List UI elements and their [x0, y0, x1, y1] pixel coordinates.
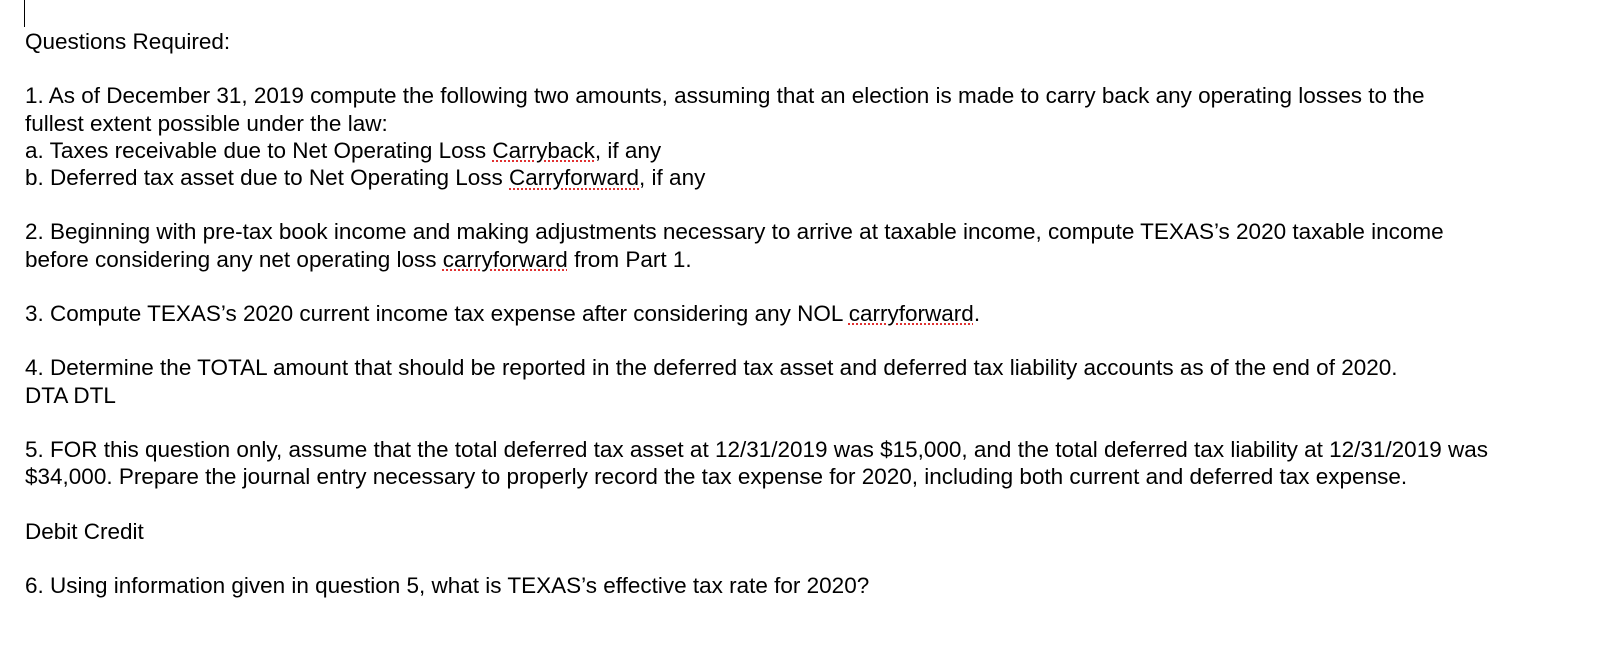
q1-item-a-prefix: a. Taxes receivable due to Net Operating Loss	[25, 137, 493, 163]
q2-line-2-prefix: before considering any net operating loss	[25, 246, 443, 272]
blank-line	[25, 273, 1595, 300]
spellcheck-word[interactable]: carryforward	[848, 300, 974, 326]
q2-line-2-suffix: from Part 1.	[567, 246, 692, 272]
q5-line-2: $34,000. Prepare the journal entry necessary to properly record the tax expense for 2020, including both current and deferred tax expense.	[25, 464, 1408, 490]
q3-line-1	[25, 300, 1595, 327]
q3-suffix: .	[973, 300, 981, 326]
q4-line-1: 4. Determine the TOTAL amount that should be reported in the deferred tax asset and deferred tax liability accounts as of the end of 2020.	[25, 355, 1398, 381]
blank-line	[25, 55, 1595, 82]
q1-item-a-suffix: , if any	[594, 137, 662, 163]
text-cursor	[24, 0, 25, 27]
blank-line	[25, 545, 1595, 572]
q2-line-2	[25, 246, 1595, 273]
q1-item-b-prefix: b. Deferred tax asset due to Net Operating Loss	[25, 165, 510, 190]
spellcheck-word[interactable]: Carryforward	[509, 165, 640, 190]
blank-line	[25, 490, 1595, 517]
blank-line	[25, 327, 1595, 354]
spellcheck-word[interactable]: carryforward	[442, 246, 568, 272]
q1-line-2: fullest extent possible under the law:	[25, 110, 388, 136]
q1-item-a	[25, 137, 1595, 164]
blank-line	[25, 191, 1595, 218]
q1-item-b-suffix: , if any	[639, 165, 706, 190]
q1-line-1: 1. As of December 31, 2019 compute the following two amounts, assuming that an election is made to carry back any operating losses to the	[25, 83, 1425, 109]
q2-line-1: 2. Beginning with pre-tax book income and making adjustments necessary to arrive at taxable income, compute TEXAS’s 2020 taxable income	[25, 219, 1444, 245]
q5-debit-credit: Debit Credit	[25, 518, 144, 544]
document-body[interactable]	[25, 28, 1595, 599]
blank-line	[25, 409, 1595, 436]
q4-line-2: DTA DTL	[25, 382, 116, 408]
q5-line-1: 5. FOR this question only, assume that the total deferred tax asset at 12/31/2019 was $15,000, and the total deferred tax liability at 12/31/2019 was	[25, 436, 1488, 462]
heading: Questions Required:	[25, 29, 231, 54]
q6-line-1: 6. Using information given in question 5, what is TEXAS’s effective tax rate for 2020?	[25, 572, 870, 598]
q3-prefix: 3. Compute TEXAS’s 2020 current income tax expense after considering any NOL	[25, 300, 849, 326]
spellcheck-word[interactable]: Carryback	[492, 137, 595, 163]
q1-item-b	[25, 164, 1595, 191]
